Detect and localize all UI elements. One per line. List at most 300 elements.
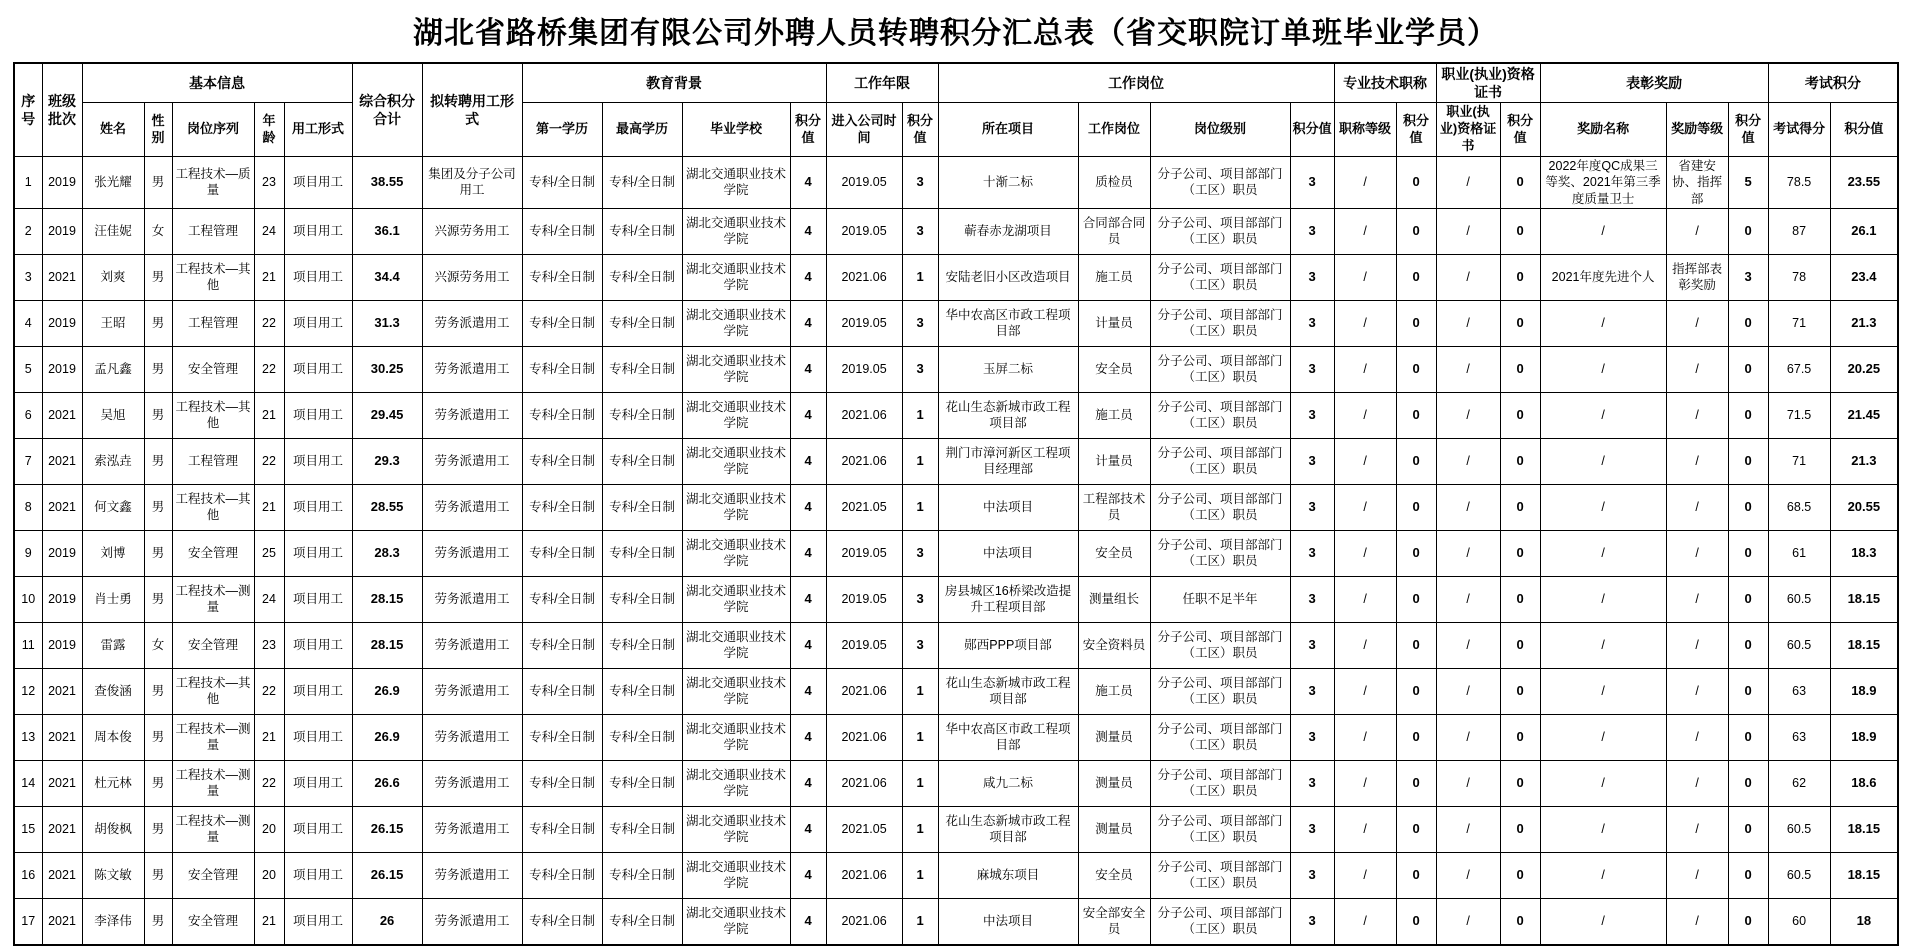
cell-post-level: 分子公司、项目部部门（工区）职员 [1150,484,1290,530]
cell-employment-type: 项目用工 [284,530,352,576]
cell-exam-score: 63 [1768,714,1830,760]
cell-title-score: 0 [1396,668,1436,714]
cell-total-score: 26.15 [352,806,422,852]
cell-proposed-employment: 兴源劳务用工 [422,208,522,254]
cell-name: 肖士勇 [82,576,144,622]
cell-post-series: 工程管理 [172,438,254,484]
cell-title-level: / [1334,346,1396,392]
header-project: 所在项目 [938,103,1078,157]
cell-join-date: 2021.06 [826,760,902,806]
cell-award-name: / [1540,392,1666,438]
cell-join-date: 2019.05 [826,300,902,346]
cell-proposed-employment: 劳务派遣用工 [422,806,522,852]
cell-school: 湖北交通职业技术学院 [682,300,790,346]
score-summary-table [13,62,1899,946]
cell-name: 王昭 [82,300,144,346]
cell-award-name: / [1540,300,1666,346]
cell-seq: 7 [14,438,42,484]
cell-award-name: 2022年度QC成果三等奖、2021年第三季度质量卫士 [1540,157,1666,209]
cell-age: 21 [254,484,284,530]
cell-exam-score: 78.5 [1768,157,1830,209]
cell-title-level: / [1334,208,1396,254]
cell-post-score: 3 [1290,157,1334,209]
cell-school: 湖北交通职业技术学院 [682,530,790,576]
cell-cert-score: 0 [1500,254,1540,300]
header-group-basic-info: 基本信息 [82,63,352,103]
cell-total-score: 28.15 [352,576,422,622]
cell-gender: 男 [144,254,172,300]
cell-total-score: 29.45 [352,392,422,438]
table-row [14,254,1898,300]
cell-award-level: / [1666,438,1728,484]
cell-batch: 2021 [42,852,82,898]
cell-post-score: 3 [1290,576,1334,622]
header-proposed-employment: 拟转聘用工形式 [422,63,522,157]
cell-post-series: 安全管理 [172,530,254,576]
cell-title-score: 0 [1396,852,1436,898]
cell-school: 湖北交通职业技术学院 [682,714,790,760]
cell-award-name: / [1540,346,1666,392]
cell-project: 十渐二标 [938,157,1078,209]
cell-join-date: 2021.05 [826,806,902,852]
cell-title-level: / [1334,714,1396,760]
cell-award-name: / [1540,208,1666,254]
header-exam-score: 考试得分 [1768,103,1830,157]
cell-seq: 16 [14,852,42,898]
cell-batch: 2019 [42,530,82,576]
cell-project: 荆门市漳河新区工程项目经理部 [938,438,1078,484]
cell-award-score: 0 [1728,530,1768,576]
cell-total-score: 28.55 [352,484,422,530]
cell-post-score: 3 [1290,208,1334,254]
cell-post-level: 分子公司、项目部部门（工区）职员 [1150,668,1290,714]
cell-first-degree: 专科/全日制 [522,254,602,300]
cell-proposed-employment: 劳务派遣用工 [422,484,522,530]
cell-employment-type: 项目用工 [284,806,352,852]
cell-award-level: / [1666,576,1728,622]
cell-age: 24 [254,208,284,254]
cell-proposed-employment: 集团及分子公司用工 [422,157,522,209]
cell-exam-score: 60.5 [1768,622,1830,668]
cell-seq: 13 [14,714,42,760]
cell-total-score: 26 [352,898,422,945]
cell-age: 20 [254,852,284,898]
cell-cert-score: 0 [1500,898,1540,945]
cell-project: 花山生态新城市政工程项目部 [938,806,1078,852]
cell-title-level: / [1334,806,1396,852]
cell-years-score: 3 [902,346,938,392]
cell-post-score: 3 [1290,898,1334,945]
score-summary-table-wrap [13,62,1898,946]
cell-post-series: 工程管理 [172,300,254,346]
cell-edu-score: 4 [790,714,826,760]
cell-gender: 男 [144,392,172,438]
cell-award-level: / [1666,484,1728,530]
cell-job-post: 计量员 [1078,300,1150,346]
cell-highest-degree: 专科/全日制 [602,208,682,254]
cell-post-series: 工程技术—其他 [172,484,254,530]
cell-title-level: / [1334,576,1396,622]
cell-proposed-employment: 劳务派遣用工 [422,714,522,760]
page-title: 湖北省路桥集团有限公司外聘人员转聘积分汇总表（省交职院订单班毕业学员） [413,17,1498,50]
cell-total-score: 31.3 [352,300,422,346]
cell-highest-degree: 专科/全日制 [602,530,682,576]
cell-join-date: 2021.05 [826,484,902,530]
cell-gender: 男 [144,438,172,484]
cell-join-date: 2019.05 [826,346,902,392]
header-edu-score: 积分值 [790,103,826,157]
cell-seq: 11 [14,622,42,668]
cell-age: 21 [254,714,284,760]
cell-join-date: 2021.06 [826,254,902,300]
cell-seq: 3 [14,254,42,300]
cell-exam-score-value: 18 [1830,898,1898,945]
cell-exam-score: 87 [1768,208,1830,254]
header-title-score: 积分值 [1396,103,1436,157]
cell-school: 湖北交通职业技术学院 [682,157,790,209]
cell-highest-degree: 专科/全日制 [602,576,682,622]
cell-join-date: 2021.06 [826,852,902,898]
cell-title-score: 0 [1396,254,1436,300]
cell-employment-type: 项目用工 [284,157,352,209]
cell-years-score: 1 [902,760,938,806]
cell-award-name: / [1540,898,1666,945]
header-post-level: 岗位级别 [1150,103,1290,157]
header-group-awards: 表彰奖励 [1540,63,1768,103]
cell-batch: 2021 [42,392,82,438]
cell-post-level: 分子公司、项目部部门（工区）职员 [1150,760,1290,806]
cell-post-score: 3 [1290,714,1334,760]
cell-exam-score-value: 21.3 [1830,438,1898,484]
cell-job-post: 施工员 [1078,254,1150,300]
header-years-score: 积分值 [902,103,938,157]
cell-name: 陈文敏 [82,852,144,898]
cell-cert-score: 0 [1500,576,1540,622]
cell-title-level: / [1334,484,1396,530]
cell-award-name: / [1540,806,1666,852]
table-row [14,714,1898,760]
cell-school: 湖北交通职业技术学院 [682,576,790,622]
cell-employment-type: 项目用工 [284,760,352,806]
cell-exam-score: 62 [1768,760,1830,806]
cell-project: 咸九二标 [938,760,1078,806]
cell-exam-score: 60.5 [1768,576,1830,622]
cell-highest-degree: 专科/全日制 [602,300,682,346]
header-award-score: 积分值 [1728,103,1768,157]
cell-award-name: / [1540,852,1666,898]
cell-edu-score: 4 [790,806,826,852]
cell-name: 张光耀 [82,157,144,209]
cell-cert: / [1436,714,1500,760]
cell-school: 湖北交通职业技术学院 [682,254,790,300]
cell-batch: 2019 [42,622,82,668]
cell-total-score: 30.25 [352,346,422,392]
cell-award-score: 0 [1728,300,1768,346]
cell-cert: / [1436,157,1500,209]
cell-proposed-employment: 兴源劳务用工 [422,254,522,300]
cell-award-score: 0 [1728,346,1768,392]
cell-award-level: / [1666,530,1728,576]
cell-employment-type: 项目用工 [284,668,352,714]
cell-join-date: 2019.05 [826,157,902,209]
cell-award-score: 0 [1728,898,1768,945]
cell-employment-type: 项目用工 [284,346,352,392]
cell-award-level: / [1666,898,1728,945]
cell-gender: 男 [144,760,172,806]
cell-first-degree: 专科/全日制 [522,852,602,898]
cell-title-level: / [1334,300,1396,346]
cell-job-post: 安全员 [1078,346,1150,392]
cell-batch: 2021 [42,668,82,714]
table-row [14,760,1898,806]
cell-batch: 2021 [42,438,82,484]
header-total-score: 综合积分合计 [352,63,422,157]
cell-post-series: 安全管理 [172,898,254,945]
cell-post-score: 3 [1290,668,1334,714]
cell-post-score: 3 [1290,346,1334,392]
cell-exam-score: 78 [1768,254,1830,300]
cell-cert-score: 0 [1500,668,1540,714]
cell-highest-degree: 专科/全日制 [602,346,682,392]
cell-first-degree: 专科/全日制 [522,530,602,576]
cell-age: 21 [254,254,284,300]
cell-job-post: 安全资料员 [1078,622,1150,668]
cell-total-score: 28.15 [352,622,422,668]
cell-years-score: 1 [902,852,938,898]
table-row [14,852,1898,898]
cell-first-degree: 专科/全日制 [522,668,602,714]
cell-edu-score: 4 [790,484,826,530]
cell-exam-score: 60.5 [1768,852,1830,898]
cell-project: 麻城东项目 [938,852,1078,898]
cell-join-date: 2021.06 [826,668,902,714]
cell-highest-degree: 专科/全日制 [602,484,682,530]
cell-exam-score: 60.5 [1768,806,1830,852]
header-seq: 序号 [14,63,42,157]
cell-employment-type: 项目用工 [284,622,352,668]
cell-seq: 2 [14,208,42,254]
cell-cert-score: 0 [1500,760,1540,806]
cell-gender: 男 [144,530,172,576]
cell-total-score: 26.6 [352,760,422,806]
cell-age: 23 [254,622,284,668]
cell-project: 花山生态新城市政工程项目部 [938,392,1078,438]
cell-cert: / [1436,300,1500,346]
table-row [14,392,1898,438]
cell-seq: 17 [14,898,42,945]
cell-post-level: 分子公司、项目部部门（工区）职员 [1150,346,1290,392]
cell-first-degree: 专科/全日制 [522,898,602,945]
cell-edu-score: 4 [790,852,826,898]
header-group-work-years: 工作年限 [826,63,938,103]
cell-post-series: 安全管理 [172,852,254,898]
cell-cert: / [1436,346,1500,392]
cell-award-score: 0 [1728,392,1768,438]
cell-batch: 2019 [42,346,82,392]
cell-join-date: 2019.05 [826,530,902,576]
cell-title-score: 0 [1396,392,1436,438]
cell-employment-type: 项目用工 [284,208,352,254]
cell-proposed-employment: 劳务派遣用工 [422,300,522,346]
cell-project: 安陆老旧小区改造项目 [938,254,1078,300]
cell-first-degree: 专科/全日制 [522,300,602,346]
header-award-level: 奖励等级 [1666,103,1728,157]
cell-join-date: 2021.06 [826,438,902,484]
cell-project: 花山生态新城市政工程项目部 [938,668,1078,714]
cell-edu-score: 4 [790,760,826,806]
cell-award-score: 0 [1728,806,1768,852]
cell-employment-type: 项目用工 [284,852,352,898]
cell-highest-degree: 专科/全日制 [602,438,682,484]
cell-award-name: 2021年度先进个人 [1540,254,1666,300]
cell-exam-score-value: 21.3 [1830,300,1898,346]
cell-name: 李泽伟 [82,898,144,945]
cell-batch: 2019 [42,208,82,254]
cell-title-score: 0 [1396,438,1436,484]
cell-age: 22 [254,668,284,714]
cell-cert-score: 0 [1500,852,1540,898]
cell-exam-score-value: 26.1 [1830,208,1898,254]
cell-join-date: 2021.06 [826,714,902,760]
cell-project: 华中农高区市政工程项目部 [938,714,1078,760]
cell-job-post: 安全部安全员 [1078,898,1150,945]
cell-award-name: / [1540,438,1666,484]
cell-school: 湖北交通职业技术学院 [682,668,790,714]
cell-cert: / [1436,760,1500,806]
cell-cert-score: 0 [1500,300,1540,346]
cell-batch: 2021 [42,484,82,530]
cell-cert-score: 0 [1500,530,1540,576]
cell-first-degree: 专科/全日制 [522,208,602,254]
header-employment-type: 用工形式 [284,103,352,157]
cell-highest-degree: 专科/全日制 [602,392,682,438]
cell-project: 郧西PPP项目部 [938,622,1078,668]
header-exam-score-value: 积分值 [1830,103,1898,157]
cell-post-level: 分子公司、项目部部门（工区）职员 [1150,806,1290,852]
cell-project: 华中农高区市政工程项目部 [938,300,1078,346]
cell-award-score: 0 [1728,760,1768,806]
table-row [14,898,1898,945]
cell-title-score: 0 [1396,484,1436,530]
cell-first-degree: 专科/全日制 [522,806,602,852]
cell-total-score: 29.3 [352,438,422,484]
cell-exam-score-value: 23.4 [1830,254,1898,300]
cell-proposed-employment: 劳务派遣用工 [422,622,522,668]
cell-post-series: 工程技术—测量 [172,576,254,622]
cell-post-level: 分子公司、项目部部门（工区）职员 [1150,852,1290,898]
cell-award-level: / [1666,346,1728,392]
cell-school: 湖北交通职业技术学院 [682,208,790,254]
cell-post-score: 3 [1290,392,1334,438]
cell-age: 24 [254,576,284,622]
cell-highest-degree: 专科/全日制 [602,622,682,668]
header-group-professional-title: 专业技术职称 [1334,63,1436,103]
cell-project: 房县城区16桥梁改造提升工程项目部 [938,576,1078,622]
cell-title-score: 0 [1396,622,1436,668]
cell-award-score: 0 [1728,714,1768,760]
header-first-degree: 第一学历 [522,103,602,157]
header-highest-degree: 最高学历 [602,103,682,157]
cell-exam-score: 60 [1768,898,1830,945]
header-school: 毕业学校 [682,103,790,157]
cell-post-series: 工程技术—其他 [172,392,254,438]
cell-total-score: 38.55 [352,157,422,209]
cell-cert: / [1436,576,1500,622]
cell-age: 22 [254,438,284,484]
cell-post-series: 工程技术—测量 [172,714,254,760]
cell-exam-score: 68.5 [1768,484,1830,530]
cell-join-date: 2021.06 [826,392,902,438]
cell-job-post: 施工员 [1078,668,1150,714]
cell-edu-score: 4 [790,157,826,209]
cell-years-score: 1 [902,668,938,714]
cell-school: 湖北交通职业技术学院 [682,806,790,852]
cell-post-score: 3 [1290,806,1334,852]
cell-cert-score: 0 [1500,806,1540,852]
cell-title-level: / [1334,760,1396,806]
cell-award-score: 0 [1728,668,1768,714]
cell-gender: 女 [144,208,172,254]
cell-batch: 2019 [42,157,82,209]
cell-batch: 2019 [42,300,82,346]
cell-proposed-employment: 劳务派遣用工 [422,392,522,438]
cell-award-name: / [1540,576,1666,622]
table-row [14,530,1898,576]
cell-edu-score: 4 [790,300,826,346]
table-row [14,576,1898,622]
cell-exam-score-value: 23.55 [1830,157,1898,209]
cell-cert: / [1436,530,1500,576]
cell-cert: / [1436,484,1500,530]
cell-batch: 2019 [42,576,82,622]
cell-age: 22 [254,760,284,806]
cell-cert: / [1436,392,1500,438]
cell-cert: / [1436,806,1500,852]
cell-title-score: 0 [1396,760,1436,806]
table-header [14,63,1898,157]
cell-edu-score: 4 [790,392,826,438]
cell-join-date: 2019.05 [826,622,902,668]
cell-award-name: / [1540,668,1666,714]
cell-job-post: 施工员 [1078,392,1150,438]
cell-award-name: / [1540,760,1666,806]
header-group-work-post: 工作岗位 [938,63,1334,103]
cell-gender: 男 [144,714,172,760]
cell-cert: / [1436,622,1500,668]
cell-employment-type: 项目用工 [284,898,352,945]
cell-first-degree: 专科/全日制 [522,714,602,760]
cell-employment-type: 项目用工 [284,714,352,760]
cell-job-post: 测量组长 [1078,576,1150,622]
cell-post-series: 安全管理 [172,346,254,392]
cell-years-score: 1 [902,392,938,438]
cell-highest-degree: 专科/全日制 [602,254,682,300]
cell-name: 汪佳妮 [82,208,144,254]
cell-first-degree: 专科/全日制 [522,157,602,209]
cell-join-date: 2019.05 [826,576,902,622]
cell-school: 湖北交通职业技术学院 [682,438,790,484]
table-row [14,806,1898,852]
cell-exam-score: 63 [1768,668,1830,714]
cell-award-level: / [1666,622,1728,668]
cell-title-score: 0 [1396,576,1436,622]
cell-post-series: 工程技术—测量 [172,806,254,852]
cell-first-degree: 专科/全日制 [522,346,602,392]
cell-first-degree: 专科/全日制 [522,438,602,484]
cell-title-score: 0 [1396,898,1436,945]
cell-highest-degree: 专科/全日制 [602,760,682,806]
cell-highest-degree: 专科/全日制 [602,898,682,945]
